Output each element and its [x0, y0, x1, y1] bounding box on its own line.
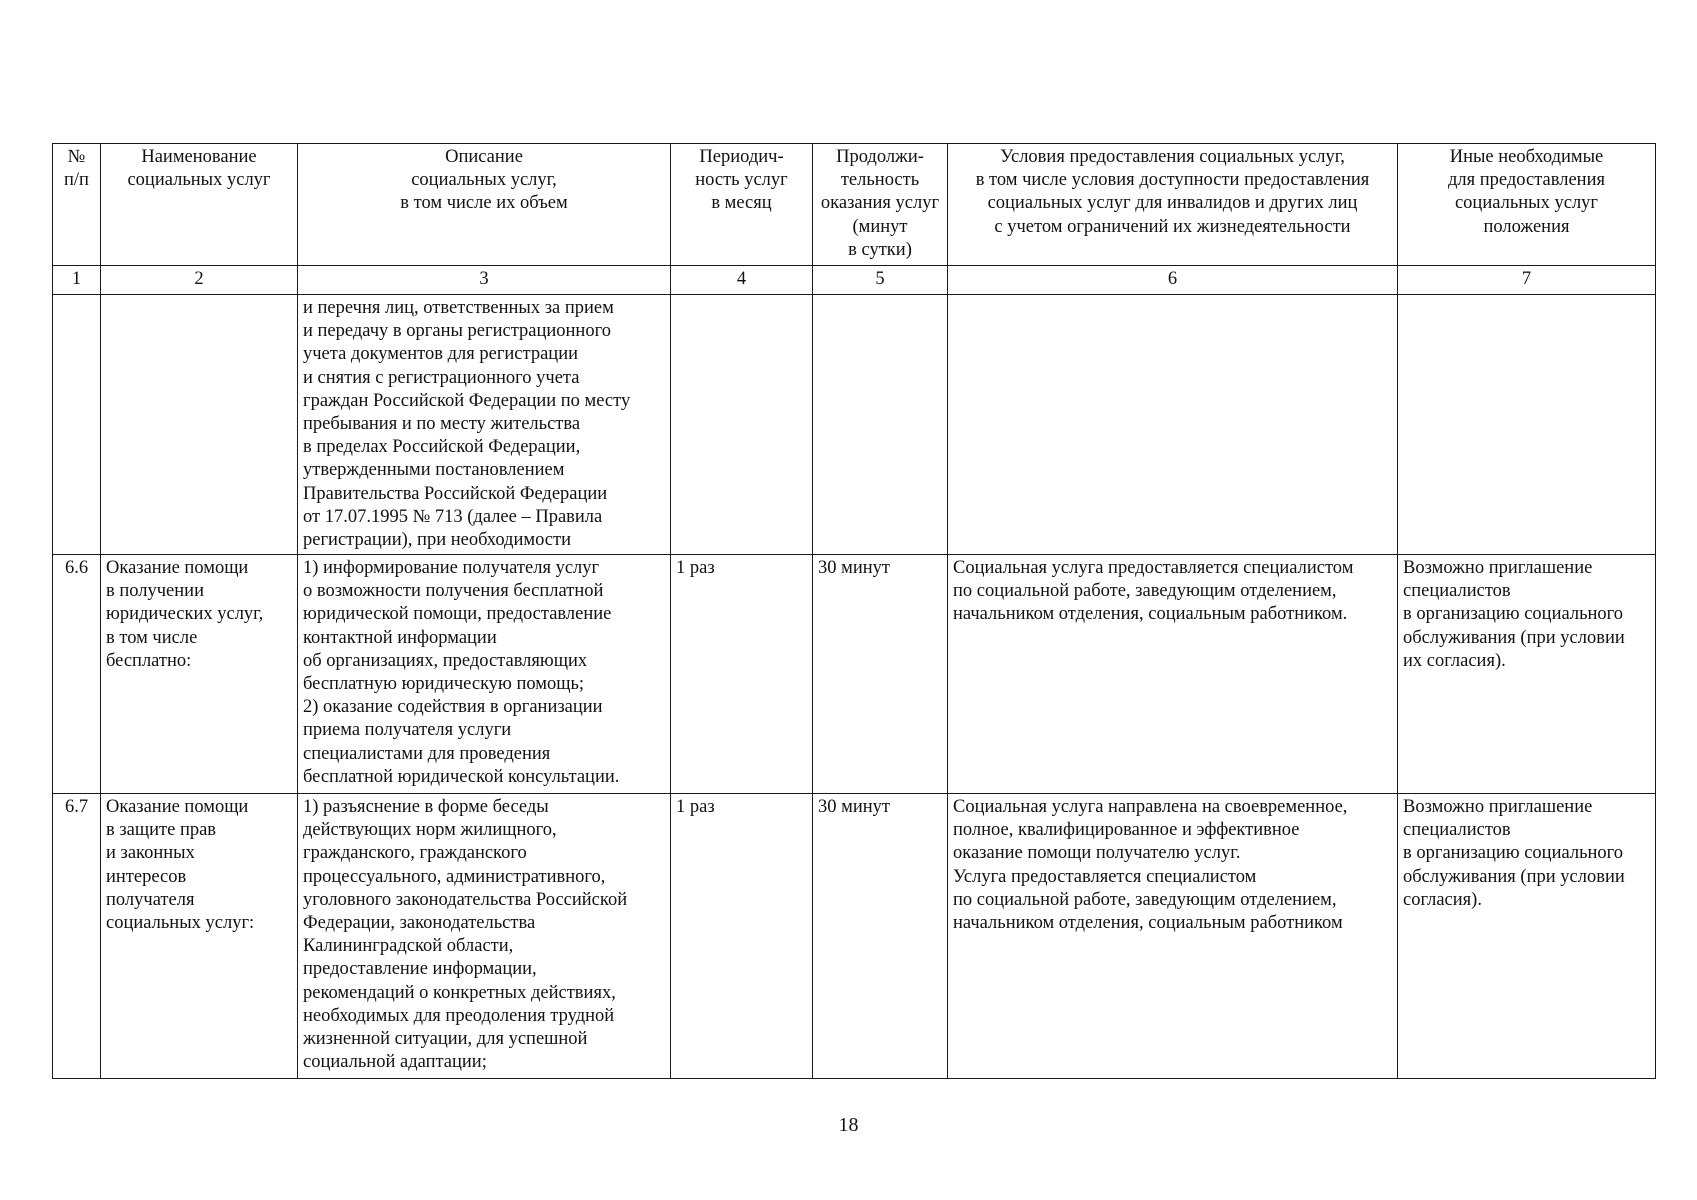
- row-number-cell: [53, 295, 101, 555]
- service-name-cell: Оказание помощи в защите прав и законных интересов получателя социальных услуг:: [101, 794, 298, 1079]
- table-row: [53, 794, 1656, 1079]
- other-cell: Возможно приглашение специалистов в организацию социального обслуживания (при условии их согласия).: [1398, 555, 1656, 794]
- column-number: 2: [101, 266, 298, 295]
- other-cell: [1398, 295, 1656, 555]
- header-conditions: Условия предоставления социальных услуг, в том числе условия доступности предоставления социальных услуг для инвалидов и других лиц с учетом ограничений их жизнедеятельности: [948, 144, 1398, 266]
- column-number: 3: [298, 266, 671, 295]
- description-cell: 1) информирование получателя услуг о возможности получения бесплатной юридической помощи, предоставление контактной информации об организациях, предоставляющих бесплатную юридическую помощь; 2) оказание содействия в организации приема получателя услуги специалистами для проведения бесплатной юридической консультации.: [298, 555, 671, 794]
- column-number-row: [53, 266, 1656, 295]
- duration-cell: 30 минут: [813, 794, 948, 1079]
- header-periodicity: Периодич- ность услуг в месяц: [671, 144, 813, 266]
- duration-cell: [813, 295, 948, 555]
- column-number: 5: [813, 266, 948, 295]
- services-table: [52, 143, 1656, 1079]
- column-number: 1: [53, 266, 101, 295]
- row-number-cell: 6.6: [53, 555, 101, 794]
- conditions-cell: [948, 295, 1398, 555]
- periodicity-cell: 1 раз: [671, 794, 813, 1079]
- row-number-cell: 6.7: [53, 794, 101, 1079]
- header-description: Описание социальных услуг, в том числе их объем: [298, 144, 671, 266]
- header-other: Иные необходимые для предоставления социальных услуг положения: [1398, 144, 1656, 266]
- header-duration: Продолжи- тельность оказания услуг (минут в сутки): [813, 144, 948, 266]
- conditions-cell: Социальная услуга предоставляется специалистом по социальной работе, заведующим отделением, начальником отделения, социальным работником.: [948, 555, 1398, 794]
- description-cell: 1) разъяснение в форме беседы действующих норм жилищного, гражданского, гражданского процессуального, административного, уголовного законодательства Российской Федерации, законодательства Калининградской области, предоставление информации, рекомендаций о конкретных действиях, необходимых для преодоления трудной жизненной ситуации, для успешной социальной адаптации;: [298, 794, 671, 1079]
- header-service-name: Наименование социальных услуг: [101, 144, 298, 266]
- column-number: 7: [1398, 266, 1656, 295]
- column-number: 6: [948, 266, 1398, 295]
- header-number: № п/п: [53, 144, 101, 266]
- description-cell: и перечня лиц, ответственных за прием и передачу в органы регистрационного учета документов для регистрации и снятия с регистрационного учета граждан Российской Федерации по месту пребывания и по месту жительства в пределах Российской Федерации, утвержденными постановлением Правительства Российской Федерации от 17.07.1995 № 713 (далее – Правила регистрации), при необходимости: [298, 295, 671, 555]
- conditions-cell: Социальная услуга направлена на своевременное, полное, квалифицированное и эффективное оказание помощи получателю услуг. Услуга предоставляется специалистом по социальной работе, заведующим отделением, начальником отделения, социальным работником: [948, 794, 1398, 1079]
- other-cell: Возможно приглашение специалистов в организацию социального обслуживания (при условии согласия).: [1398, 794, 1656, 1079]
- duration-cell: 30 минут: [813, 555, 948, 794]
- header-row: [53, 144, 1656, 266]
- service-name-cell: [101, 295, 298, 555]
- periodicity-cell: [671, 295, 813, 555]
- page-number: 18: [838, 1114, 859, 1136]
- table-row: [53, 295, 1656, 555]
- table-row: [53, 555, 1656, 794]
- service-name-cell: Оказание помощи в получении юридических услуг, в том числе бесплатно:: [101, 555, 298, 794]
- column-number: 4: [671, 266, 813, 295]
- periodicity-cell: 1 раз: [671, 555, 813, 794]
